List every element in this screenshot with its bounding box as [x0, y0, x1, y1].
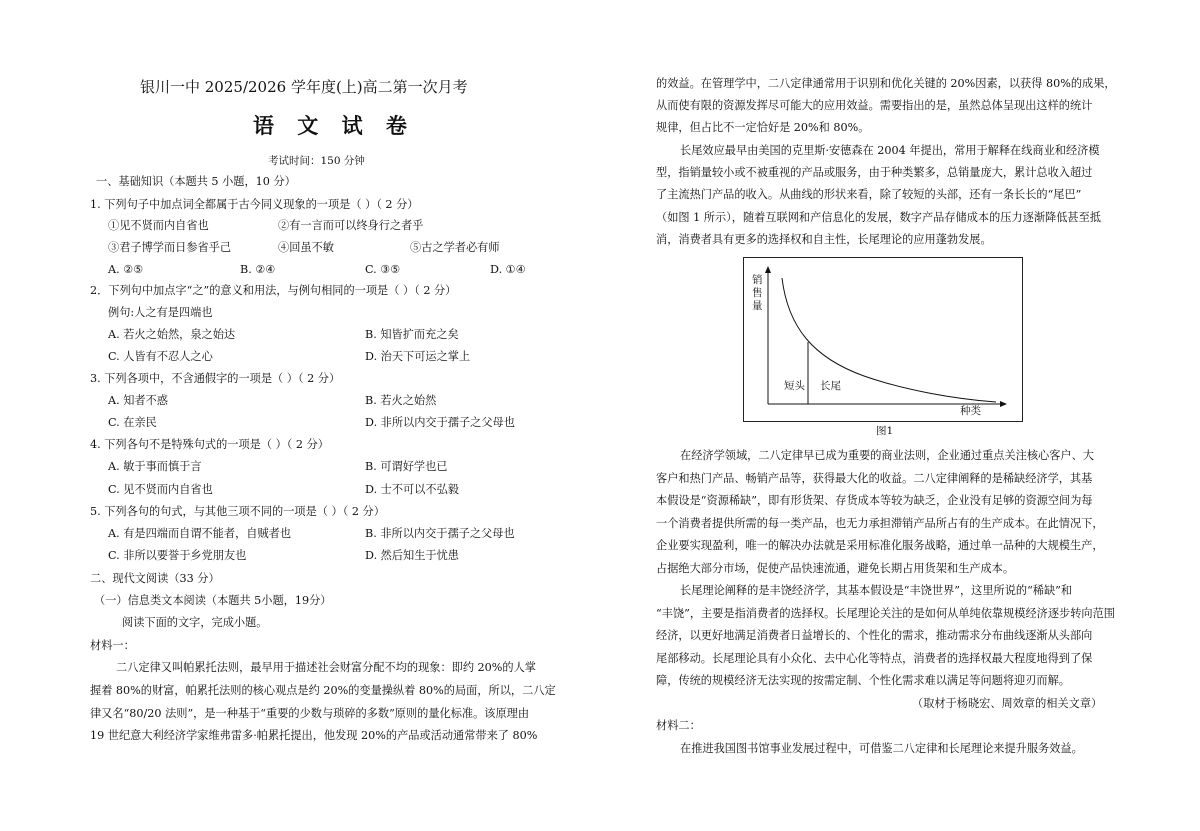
section-1-heading: 一、基础知识（本题共 5 小题，10 分） [96, 175, 296, 188]
q3-option-c: C. 在亲民 [108, 416, 157, 429]
y-axis-label-char: 售 [752, 287, 763, 299]
q4-option-c: C. 见不贤而内自省也 [108, 483, 213, 496]
material-1-label: 材料一： [90, 639, 135, 652]
long-tail-figure [743, 257, 1023, 422]
q5-stem: 5. 下列各句的句式，与其他三项不同的一项是（ ）（ 2 分） [90, 505, 385, 518]
q5-option-c: C. 非所以要誉于乡党朋友也 [108, 549, 247, 562]
q2-example: 例句:人之有是四端也 [108, 306, 213, 319]
q2-option-d: D. 治天下可运之掌上 [365, 350, 471, 363]
q1-option-d: D. ①④ [490, 263, 526, 276]
source-note: （取材于杨晓宏、周效章的相关文章） [912, 697, 1103, 710]
paper-title: 语 文 试 卷 [253, 113, 415, 138]
para-2-line: （如图 1 所示），随着互联网和产信息化的发展，数字产品存储成本的压力逐渐降低甚至抵 [656, 211, 1101, 224]
q5-option-a: A. 有是四端而自谓不能者，自贼者也 [108, 527, 292, 540]
para-2-line: 了主流热门产品的收入。从曲线的形状来看，除了较短的头部，还有一条长长的“尾巴” [656, 188, 1082, 201]
x-axis-label: 种类 [960, 405, 981, 417]
q1-option-a: A. ②⑤ [108, 263, 144, 276]
material-1-line: 19 世纪意大利经济学家维弗雷多·帕累托提出，他发现 20%的产品或活动通常带来了 80% [90, 729, 538, 742]
material-1-line: 二八定律又叫帕累托法则，最早用于描述社会财富分配不均的现象：即约 20%的人掌 [116, 661, 536, 674]
para-4-line: 尾部移动。长尾理论具有小众化、去中心化等特点，消费者的选择权最大程度地得到了保 [656, 652, 1093, 665]
head-label: 短头 [784, 380, 805, 392]
para-1-line: 规律，但占比不一定恰好是 20%和 80%。 [656, 121, 870, 134]
para-2-line: 型，指销量较小或不被重视的产品或服务，由于种类繁多，总销量庞大，累计总收入超过 [656, 166, 1093, 179]
x-axis-arrow-icon [1000, 401, 1007, 407]
y-axis-label-char: 量 [752, 300, 763, 312]
q1-option-b: B. ②④ [240, 263, 276, 276]
y-axis-label-char: 销 [752, 274, 763, 286]
material-2-line: 在推进我国图书馆事业发展过程中，可借鉴二八定律和长尾理论来提升服务效益。 [680, 742, 1083, 755]
q2-option-c: C. 人皆有不忍人之心 [108, 350, 213, 363]
section-2-heading: 二、现代文阅读（33 分） [90, 572, 220, 585]
para-4-line: “丰饶”，主要是指消费者的选择权。长尾理论关注的是如何从单纯依靠规模经济逐步转向范围 [656, 607, 1115, 620]
q4-option-b: B. 可谓好学也已 [365, 460, 448, 473]
para-3-line: 在经济学领域，二八定律早已成为重要的商业法则，企业通过重点关注核心客户、大 [680, 449, 1094, 462]
para-2-line: 消，消费者具有更多的选择权和自主性，长尾理论的应用蓬勃发展。 [656, 233, 992, 246]
exam-time: 考试时间：150 分钟 [268, 155, 365, 167]
q1-item: ④回虽不敏 [278, 241, 334, 254]
q3-option-d: D. 非所以内交于孺子之父母也 [365, 416, 515, 429]
para-3-line: 占据绝大部分市场，促使产品快速流通，避免长期占用货架和生产成本。 [656, 562, 1015, 575]
material-2-label: 材料二： [656, 719, 701, 732]
para-1-line: 的效益。在管理学中，二八定律通常用于识别和优化关键的 20%因素，以获得 80%的成果， [656, 77, 1116, 90]
q1-item: ①见不贤而内自省也 [108, 219, 209, 232]
para-4-line: 长尾理论阐释的是丰饶经济学，其基本假设是“丰饶世界”，这里所说的“稀缺”和 [680, 584, 1073, 597]
material-1-line: 握着 80%的财富，帕累托法则的核心观点是约 20%的变量操纵着 80%的局面，所以，二八定 [90, 684, 556, 697]
q1-item: ⑤古之学者必有师 [410, 241, 500, 254]
para-3-line: 企业要实现盈利，唯一的解决办法就是采用标准化服务战略，通过单一品种的大规模生产， [656, 539, 1104, 552]
material-1-line: 律又名“80/20 法则”，是一种基于“重要的少数与琐碎的多数”原则的量化标准。该原理由 [90, 707, 530, 720]
q2-option-a: A. 若火之始然，泉之始达 [108, 328, 236, 341]
demand-curve [782, 278, 996, 402]
section-2-sub-heading: （一）信息类文本阅读（本题共 5小题，19分） [94, 594, 332, 607]
para-3-line: 一个消费者提供所需的每一类产品，也无力承担滞销产品所占有的生产成本。在此情况下， [656, 517, 1104, 530]
q3-stem: 3. 下列各项中，不含通假字的一项是（ ）（ 2 分） [90, 372, 341, 385]
q3-option-b: B. 若火之始然 [365, 394, 437, 407]
long-tail-curve-chart [744, 258, 1024, 423]
school-title: 银川一中 2025/2026 学年度(上)高二第一次月考 [140, 78, 468, 96]
q5-option-d: D. 然后知生于忧患 [365, 549, 459, 562]
q1-stem: 1. 下列句子中加点词全都属于古今同义现象的一项是（ ）（ 2 分） [90, 198, 419, 211]
q4-option-d: D. 士不可以不弘毅 [365, 483, 459, 496]
y-axis-arrow-icon [765, 266, 771, 273]
q2-option-b: B. 知皆扩而充之矣 [365, 328, 459, 341]
q1-option-c: C. ③⑤ [365, 263, 401, 276]
para-4-line: 障，传统的规模经济无法实现的按需定制、个性化需求难以满足等问题将迎刃而解。 [656, 674, 1070, 687]
tail-label: 长尾 [820, 380, 841, 392]
q3-option-a: A. 知者不惑 [108, 394, 168, 407]
reading-instruction: 阅读下面的文字，完成小题。 [122, 616, 268, 629]
q4-stem: 4. 下列各句不是特殊句式的一项是（ ）（ 2 分） [90, 438, 329, 451]
q1-item: ②有一言而可以终身行之者乎 [278, 219, 424, 232]
figure-caption: 图1 [876, 425, 894, 437]
q2-stem: 2．下列句中加点字“之”的意义和用法，与例句相同的一项是（ ）（ 2 分） [90, 284, 457, 297]
y-axis-label [752, 274, 764, 313]
q5-option-b: B. 非所以内交于孺子之父母也 [365, 527, 515, 540]
q1-item: ③君子博学而日参省乎己 [108, 241, 232, 254]
para-1-line: 从而使有限的资源发挥尽可能大的应用效益。需要指出的是，虽然总体呈现出这样的统计 [656, 99, 1093, 112]
para-4-line: 经济，以更好地满足消费者日益增长的、个性化的需求，推动需求分布曲线逐渐从头部向 [656, 629, 1093, 642]
para-3-line: 本假设是“资源稀缺”，即有形货架、存货成本等较为缺乏，企业没有足够的资源空间为每 [656, 494, 1093, 507]
q4-option-a: A. 敏于事而慎于言 [108, 460, 202, 473]
para-2-line: 长尾效应最早由美国的克里斯·安德森在 2004 年提出，常用于解释在线商业和经济模 [680, 144, 1100, 157]
para-3-line: 客户和热门产品、畅销产品等，获得最大化的收益。二八定律阐释的是稀缺经济学，其基 [656, 472, 1093, 485]
